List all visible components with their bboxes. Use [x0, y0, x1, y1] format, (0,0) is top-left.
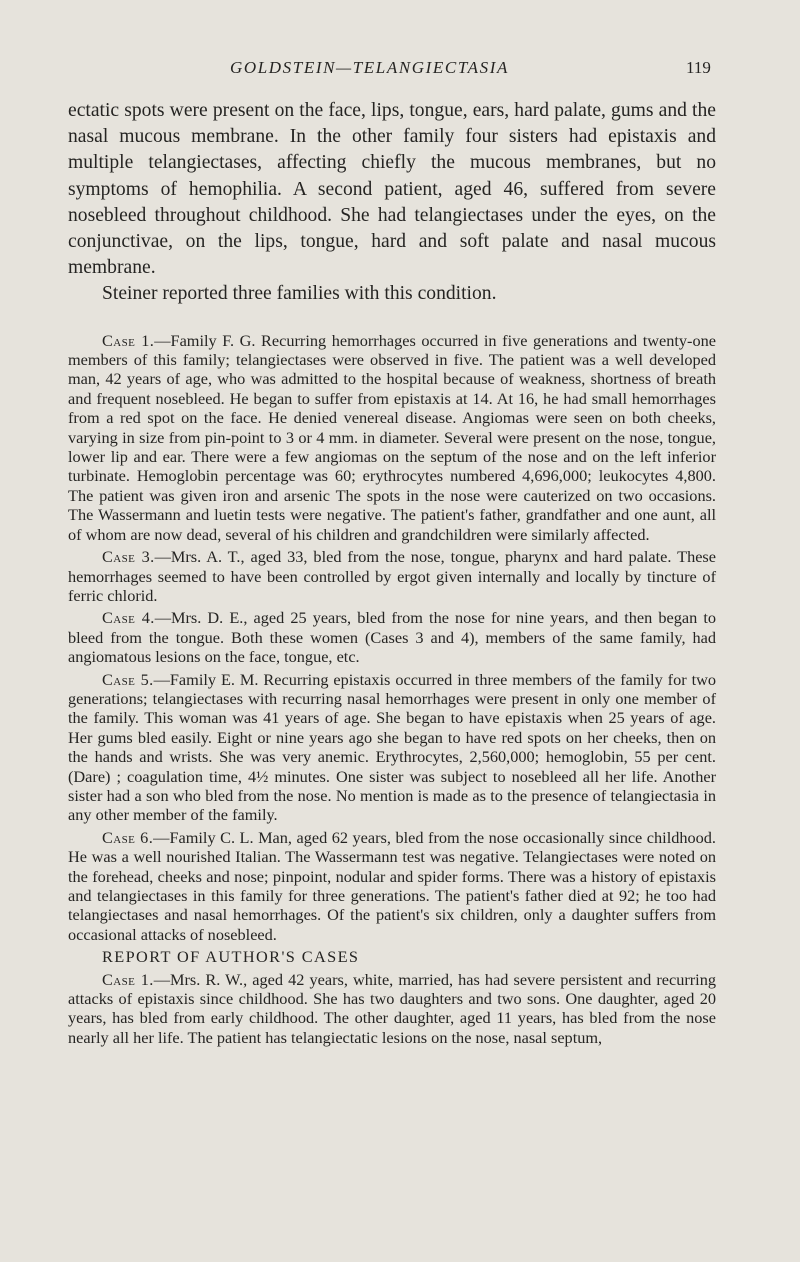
- case-text: —Family C. L. Man, aged 62 years, bled from the nose occasionally since childhood. He was a well nourished Italian. The Wassermann test was negative. Telangiectases were noted on the forehead, cheeks and nose; pinpoint, nodular and spider forms. There was a history of epistaxis and telangiectases in this family for three generations. The patient's father died at 92; he too had telangiectases and nasal hemorrhages. Of the patient's six children, only a daughter suffers from occasional attacks of nosebleed.: [68, 827, 716, 944]
- case-paragraph: [68, 331, 716, 544]
- case-text: —Mrs. R. W., aged 42 years, white, married, has had severe persistent and recurring attacks of epistaxis since childhood. She has two daughters and two sons. One daughter, aged 20 years, has bled from early childhood. The other daughter, aged 11 years, has bled from the nose nearly all her life. The patient has telangiectatic lesions on the nose, nasal septum,: [68, 969, 716, 1047]
- page-number: 119: [686, 58, 711, 77]
- case-paragraph: [68, 608, 716, 666]
- steiner-cases: [68, 331, 716, 1048]
- running-head: [0, 58, 800, 84]
- case-paragraph: [68, 670, 716, 825]
- case-text: —Mrs. A. T., aged 33, bled from the nose, tongue, pharynx and hard palate. These hemorrhages seemed to have been controlled by ergot given internally and locally by tincture of ferric chlorid.: [68, 547, 716, 605]
- case-label: Case 5.: [102, 669, 154, 689]
- case-text: —Mrs. D. E., aged 25 years, bled from the nose for nine years, and then began to bleed from the tongue. Both these women (Cases 3 and 4), members of the same family, had angiomatous lesions on the face, tongue, etc.: [68, 608, 716, 667]
- intro-section: [68, 98, 716, 308]
- case-label: Case 4.: [102, 608, 155, 628]
- case-label: Case 1.: [102, 330, 155, 350]
- running-head-title: GOLDSTEIN—TELANGIECTASIA: [230, 58, 509, 77]
- case-paragraph: [68, 970, 716, 1048]
- intro-paragraph: ectatic spots were present on the face, lips, tongue, ears, hard palate, gums and the nasal mucous membrane. In the other family four sisters had epistaxis and multiple telangiectases, affecting chiefly the mucous membranes, but no symptoms of hemophilia. A second patient, aged 46, suffered from severe nosebleed throughout childhood. She had telangiectases under the eyes, on the conjunctivae, on the lips, tongue, hard and soft palate and nasal mucous membrane.: [68, 100, 716, 279]
- body-text: [68, 98, 716, 1050]
- section-heading: REPORT OF AUTHOR'S CASES: [102, 947, 360, 967]
- case-text: —Family F. G. Recurring hemorrhages occurred in five generations and twenty-one members of this family; telangiectases were observed in five. The patient was a well developed man, 42 years of age, who was admitted to the hospital because of weakness, shortness of breath and frequent nosebleed. He began to suffer from epistaxis at 14. At 16, he had small hemorrhages from a red spot on the face. He denied venereal disease. Angiomas were seen on both cheeks, varying in size from pin-point to 3 or 4 mm. in diameter. Several were present on the nose, tongue, lower lip and ear. There were a few angiomas on the septum of the nose and on the left inferior turbinate. Hemoglobin percentage was 60; erythrocytes numbered 4,696,000; leukocytes 4,800. The patient was given iron and arsenic The spots in the nose were cauterized on two occasions. The Wassermann and luetin tests were negative. The patient's father, grandfather and one aunt, all of whom are now dead, several of his children and grandchildren were similarly affected.: [68, 330, 716, 544]
- case-text: —Family E. M. Recurring epistaxis occurred in three members of the family for two generations; telangiectases with recurring nasal hemorrhages were present in only one member of the family. This woman was 41 years of age. She began to have epistaxis when 25 years of age. Her gums bled easily. Eight or nine years ago she began to have red spots on her cheeks, then on the hands and wrists. She was very anemic. Erythrocytes, 2,560,000; hemoglobin, 55 per cent. (Dare) ; coagulation time, 4½ minutes. One sister was subject to nosebleed all her life. Another sister had a son who bled from the nose. No mention is made as to the presence of telangiectasia in any other member of the family.: [68, 669, 716, 825]
- case-label: Case 6.: [102, 827, 154, 847]
- case-paragraph: [68, 547, 716, 605]
- case-paragraph: [68, 828, 716, 944]
- case-label: Case 3.: [102, 547, 155, 567]
- intro-paragraph: Steiner reported three families with this condition.: [102, 283, 497, 305]
- case-label: Case 1.: [102, 969, 154, 989]
